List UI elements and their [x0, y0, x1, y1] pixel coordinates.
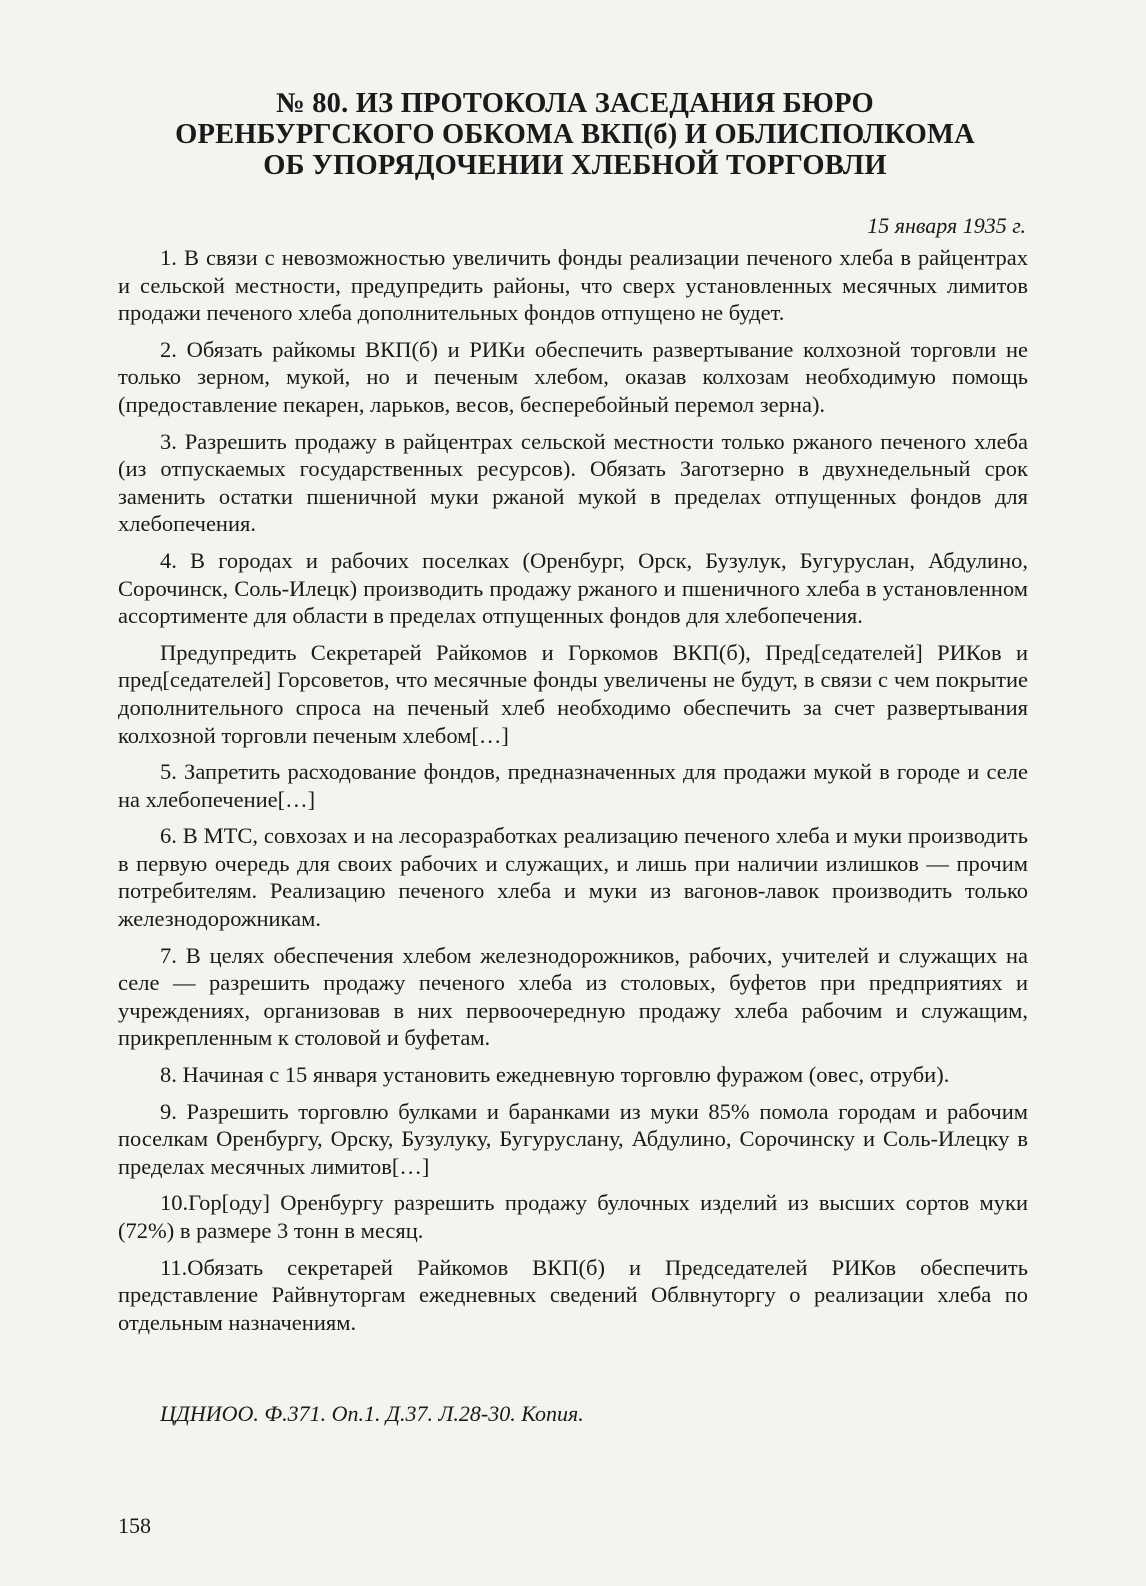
title-line: ОРЕНБУРГСКОГО ОБКОМА ВКП(б) И ОБЛИСПОЛКОМА — [175, 119, 975, 150]
paragraph-9: 9. Разрешить торговлю булками и баранками из муки 85% помола городам и рабочим поселкам Оренбургу, Орску, Бузулуку, Бугуруслану, Абдулино, Сорочинску и Соль-Илецку в пределах месячных лимитов[…] — [118, 1098, 1028, 1179]
paragraph-8: 8. Начиная с 15 января установить ежедневную торговлю фуражом (овес, отруби). — [160, 1062, 950, 1088]
paragraph-4: 4. В городах и рабочих поселках (Оренбург, Орск, Бузулук, Бугуруслан, Абдулино, Сорочинск, Соль-Илецк) производить продажу ржаного и пшеничного хлеба в установленном ассортименте для области в пределах отпущенных фондов для хлебопечения. — [118, 547, 1028, 629]
title-line: ОБ УПОРЯДОЧЕНИИ ХЛЕБНОЙ ТОРГОВЛИ — [263, 150, 887, 181]
document-title — [160, 88, 990, 181]
paragraph-4-warning: Предупредить Секретарей Райкомов и Горкомов ВКП(б), Пред[седателей] РИКов и пред[седателей] Горсоветов, что месячные фонды увеличены не будут, в связи с чем покрытие дополнительного спроса на печеный хлеб необходимо обеспечить за счет развертывания колхозной торговли печеным хлебом[…] — [118, 639, 1028, 748]
paragraph-10: 10.Гор[оду] Оренбургу разрешить продажу булочных изделий из высших сортов муки (72%) в размере 3 тонн в месяц. — [118, 1190, 1028, 1243]
page-number: 158 — [118, 1513, 151, 1538]
paragraph-7: 7. В целях обеспечения хлебом железнодорожников, рабочих, учителей и служащих на селе — разрешить продажу печеного хлеба из столовых, буфетов при предприятиях и учреждениях, организовав в них первоочередную продажу хлеба рабочим и служащим, прикрепленным к столовой и буфетам. — [118, 942, 1028, 1051]
document-body — [118, 244, 1028, 1345]
paragraph-3: 3. Разрешить продажу в райцентрах сельской местности только ржаного печеного хлеба (из отпускаемых государственных ресурсов). Обязать Заготзерно в двухнедельный срок заменить остатки пшеничной муки ржаной мукой в пределах отпущенных фондов для хлебопечения. — [118, 428, 1028, 537]
title-line: № 80. ИЗ ПРОТОКОЛА ЗАСЕДАНИЯ БЮРО — [276, 88, 874, 119]
paragraph-2: 2. Обязать райкомы ВКП(б) и РИКи обеспечить развертывание колхозной торговли не только зерном, мукой, но и печеным хлебом, оказав колхозам необходимую помощь (предоставление пекарен, ларьков, весов, бесперебойный перемол зерна). — [118, 336, 1028, 417]
paragraph-5: 5. Запретить расходование фондов, предназначенных для продажи мукой в городе и селе на хлебопечение[…] — [118, 759, 1028, 812]
paragraph-11: 11.Обязать секретарей Райкомов ВКП(б) и Председателей РИКов обеспечить представление Райвнуторгам ежедневных сведений Облвнуторгу о реализации хлеба по отдельным назначениям. — [118, 1254, 1028, 1335]
paragraph-1: 1. В связи с невозможностью увеличить фонды реализации печеного хлеба в райцентрах и сельской местности, предупредить районы, что сверх установленных месячных лимитов продажи печеного хлеба дополнительных фондов отпущено не будет. — [118, 245, 1028, 326]
paragraph-6: 6. В МТС, совхозах и на лесоразработках реализацию печеного хлеба и муки производить в первую очередь для своих рабочих и служащих, и лишь при наличии излишков — прочим потребителям. Реализацию печеного хлеба и муки из вагонов-лавок производить только железнодорожникам. — [118, 823, 1028, 932]
archive-source: ЦДНИОО. Ф.371. Оп.1. Д.37. Л.28-30. Копия. — [160, 1401, 584, 1426]
document-date: 15 января 1935 г. — [867, 213, 1026, 238]
